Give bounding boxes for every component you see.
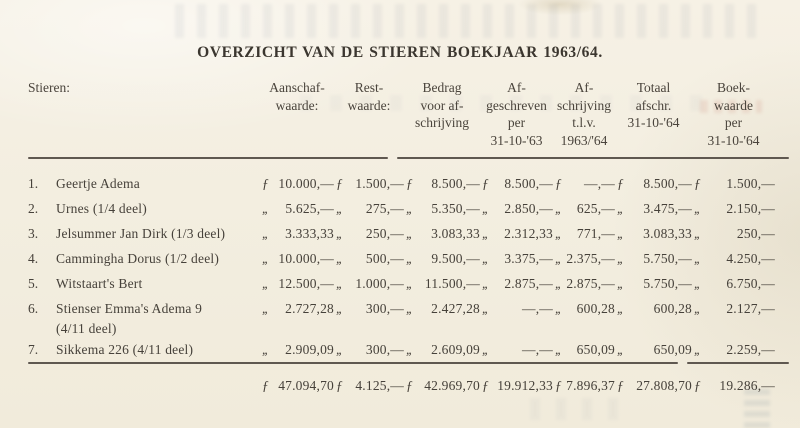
ditto-mark: ,, [555, 301, 560, 316]
row-name: Sikkema 226 (4/11 deel) [56, 342, 194, 357]
amount-afgeschreven [480, 221, 553, 246]
amount-afgeschreven [480, 171, 553, 196]
column-header-aanschafwaarde: Aanschaf- waarde: [269, 80, 325, 113]
totals-row [28, 373, 775, 398]
amount-value: 5.625,— [285, 201, 334, 216]
amount-afgeschreven [480, 271, 553, 296]
amount-totaal-afschr [615, 271, 692, 296]
row-name: Urnes (1/4 deel) [56, 201, 147, 216]
amount-value: 4.250,— [726, 251, 775, 266]
amount-value: 625,— [576, 201, 615, 216]
amount-bedrag-voor-afschrijving [404, 171, 480, 196]
amount-value: 12.500,— [278, 276, 334, 291]
ditto-mark: ,, [262, 226, 267, 241]
table-row [28, 337, 775, 362]
amount-value: 250,— [365, 226, 404, 241]
currency-mark: ƒ [482, 176, 488, 191]
total-afgeschreven [480, 373, 553, 398]
amount-totaal-afschr [615, 221, 692, 246]
ditto-mark: ,, [694, 342, 699, 357]
amount-bedrag-voor-afschrijving [404, 196, 480, 221]
row-label-header: Stieren: [28, 80, 70, 95]
amount-value: 650,09 [653, 342, 692, 357]
currency-mark: ƒ [262, 378, 268, 393]
currency-mark: ƒ [694, 378, 700, 393]
amount-value: 8.500,— [504, 176, 553, 191]
ditto-mark: ,, [694, 276, 699, 291]
amount-aanschafwaarde [260, 296, 334, 337]
table-row [28, 221, 775, 246]
ditto-mark: ,, [482, 226, 487, 241]
row-number: 7. [28, 342, 39, 357]
amount-afgeschreven [480, 196, 553, 221]
amount-value: 2.312,33 [504, 226, 553, 241]
amount-value: 3.083,33 [643, 226, 692, 241]
ditto-mark: ,, [336, 276, 341, 291]
amount-afschrijving [553, 171, 615, 196]
amount-boekwaarde [692, 296, 775, 337]
ditto-mark: ,, [482, 301, 487, 316]
amount-restwaarde [334, 171, 404, 196]
currency-mark: ƒ [694, 176, 700, 191]
amount-boekwaarde [692, 271, 775, 296]
amount-value: 250,— [736, 226, 775, 241]
column-header-restwaarde: Rest- waarde: [347, 80, 391, 113]
table-row [28, 246, 775, 271]
row-name: Stienser Emma's Adema 9 (4/11 deel) [56, 296, 260, 337]
ditto-mark: ,, [555, 226, 560, 241]
amount-value: 9.500,— [431, 251, 480, 266]
ditto-mark: ,, [694, 226, 699, 241]
amount-value: 2.259,— [726, 342, 775, 357]
amount-value: 11.500,— [424, 276, 480, 291]
amount-aanschafwaarde [260, 337, 334, 362]
ditto-mark: ,, [262, 276, 267, 291]
amount-aanschafwaarde [260, 271, 334, 296]
amount-restwaarde [334, 196, 404, 221]
amount-afgeschreven [480, 337, 553, 362]
amount-value: —,— [584, 176, 615, 191]
amount-value: 3.475,— [643, 201, 692, 216]
total-value: 47.094,70 [278, 378, 334, 393]
amount-value: 1.000,— [355, 276, 404, 291]
ditto-mark: ,, [406, 201, 411, 216]
amount-afgeschreven [480, 296, 553, 337]
ditto-mark: ,, [336, 201, 341, 216]
amount-value: 2.909,09 [285, 342, 334, 357]
ditto-mark: ,, [482, 251, 487, 266]
ditto-mark: ,, [555, 251, 560, 266]
ditto-mark: ,, [406, 301, 411, 316]
ditto-mark: ,, [617, 276, 622, 291]
amount-afschrijving [553, 221, 615, 246]
amount-value: 8.500,— [431, 176, 480, 191]
amount-boekwaarde [692, 337, 775, 362]
amount-afschrijving [553, 246, 615, 271]
amount-value: 300,— [365, 301, 404, 316]
page-title: OVERZICHT VAN DE STIEREN BOEKJAAR 1963/64. [197, 44, 603, 61]
currency-mark: ƒ [336, 176, 342, 191]
row-number: 2. [28, 201, 39, 216]
amount-bedrag-voor-afschrijving [404, 246, 480, 271]
ditto-mark: ,, [617, 226, 622, 241]
column-header-afgeschreven-per-31-10-63: Af- geschreven per 31-10-'63 [486, 80, 547, 148]
ditto-mark: ,, [694, 251, 699, 266]
amount-value: 600,28 [576, 301, 615, 316]
amount-restwaarde [334, 221, 404, 246]
ditto-mark: ,, [482, 342, 487, 357]
amount-aanschafwaarde [260, 246, 334, 271]
amount-value: 650,09 [576, 342, 615, 357]
ditto-mark: ,, [262, 201, 267, 216]
amount-boekwaarde [692, 246, 775, 271]
amount-value: 1.500,— [726, 176, 775, 191]
amount-value: 3.375,— [504, 251, 553, 266]
amount-aanschafwaarde [260, 221, 334, 246]
currency-mark: ƒ [336, 378, 342, 393]
ditto-mark: ,, [262, 251, 267, 266]
amount-totaal-afschr [615, 171, 692, 196]
ditto-mark: ,, [336, 251, 341, 266]
amount-afschrijving [553, 271, 615, 296]
total-value: 27.808,70 [636, 378, 692, 393]
row-name-second-line: (4/11 deel) [56, 321, 117, 336]
amount-restwaarde [334, 246, 404, 271]
amount-value: 2.150,— [726, 201, 775, 216]
amount-value: 2.875,— [504, 276, 553, 291]
total-value: 42.969,70 [424, 378, 480, 393]
amount-value: 2.427,28 [431, 301, 480, 316]
ditto-mark: ,, [336, 342, 341, 357]
currency-mark: ƒ [406, 378, 412, 393]
row-number: 1. [28, 176, 39, 191]
bulls-overview-table [28, 79, 791, 398]
amount-value: —,— [522, 301, 553, 316]
ditto-mark: ,, [406, 251, 411, 266]
amount-value: 3.083,33 [431, 226, 480, 241]
ditto-mark: ,, [555, 201, 560, 216]
amount-value: 2.375,— [566, 251, 615, 266]
amount-restwaarde [334, 296, 404, 337]
amount-value: 2.875,— [566, 276, 615, 291]
ditto-mark: ,, [262, 301, 267, 316]
currency-mark: ƒ [555, 176, 561, 191]
total-value: 19.286,— [719, 378, 775, 393]
table-row [28, 171, 775, 196]
amount-afschrijving [553, 337, 615, 362]
amount-value: 300,— [365, 342, 404, 357]
ditto-mark: ,, [336, 301, 341, 316]
total-value: 19.912,33 [497, 378, 553, 393]
row-name: Witstaart's Bert [56, 276, 143, 291]
ditto-mark: ,, [336, 226, 341, 241]
ditto-mark: ,, [262, 342, 267, 357]
amount-value: 2.609,09 [431, 342, 480, 357]
amount-totaal-afschr [615, 246, 692, 271]
total-boekwaarde [692, 373, 775, 398]
amount-boekwaarde [692, 196, 775, 221]
amount-bedrag-voor-afschrijving [404, 337, 480, 362]
amount-afschrijving [553, 296, 615, 337]
currency-mark: ƒ [406, 176, 412, 191]
total-value: 7.896,37 [566, 378, 615, 393]
amount-afschrijving [553, 196, 615, 221]
ditto-mark: ,, [617, 251, 622, 266]
amount-value: 6.750,— [726, 276, 775, 291]
table-row [28, 271, 775, 296]
currency-mark: ƒ [262, 176, 268, 191]
amount-restwaarde [334, 337, 404, 362]
table-body [28, 159, 791, 362]
bleedthrough-smudge-bottom [530, 398, 620, 420]
amount-value: 2.727,28 [285, 301, 334, 316]
currency-mark: ƒ [482, 378, 488, 393]
amount-value: —,— [522, 342, 553, 357]
amount-value: 275,— [365, 201, 404, 216]
amount-aanschafwaarde [260, 196, 334, 221]
table-row [28, 196, 775, 221]
amount-value: 1.500,— [355, 176, 404, 191]
row-name: Cammingha Dorus (1/2 deel) [56, 251, 220, 266]
amount-value: 5.750,— [643, 276, 692, 291]
ditto-mark: ,, [406, 276, 411, 291]
amount-value: 5.750,— [643, 251, 692, 266]
amount-bedrag-voor-afschrijving [404, 221, 480, 246]
total-restwaarde [334, 373, 404, 398]
amount-boekwaarde [692, 171, 775, 196]
row-number: 4. [28, 251, 39, 266]
currency-mark: ƒ [617, 378, 623, 393]
ditto-mark: ,, [617, 342, 622, 357]
amount-value: 3.333,33 [285, 226, 334, 241]
total-aanschafwaarde [260, 373, 334, 398]
column-header-afschrijving-tlv-1963-64: Af- schrijving t.l.v. 1963/'64 [557, 80, 611, 148]
amount-value: 10.000,— [278, 251, 334, 266]
column-header-boekwaarde-per-31-10-64: Boek- waarde per 31-10-'64 [707, 80, 760, 148]
amount-value: 500,— [365, 251, 404, 266]
amount-totaal-afschr [615, 337, 692, 362]
total-totaal-afschr [615, 373, 692, 398]
amount-value: 771,— [576, 226, 615, 241]
amount-totaal-afschr [615, 296, 692, 337]
column-header-totaal-afschr-31-10-64: Totaal afschr. 31-10-'64 [627, 80, 680, 130]
table-header-row [28, 79, 775, 157]
amount-value: 5.350,— [431, 201, 480, 216]
ditto-mark: ,, [406, 226, 411, 241]
amount-bedrag-voor-afschrijving [404, 271, 480, 296]
ditto-mark: ,, [482, 201, 487, 216]
amount-value: 10.000,— [278, 176, 334, 191]
ditto-mark: ,, [555, 342, 560, 357]
ditto-mark: ,, [555, 276, 560, 291]
amount-restwaarde [334, 271, 404, 296]
amount-boekwaarde [692, 221, 775, 246]
ditto-mark: ,, [617, 201, 622, 216]
column-header-bedrag-voor-afschrijving: Bedrag voor af- schrijving [415, 80, 469, 130]
total-bedrag-voor-afschrijving [404, 373, 480, 398]
total-afschrijving [553, 373, 615, 398]
bleedthrough-smudge-top [175, 4, 760, 38]
row-name: Geertje Adema [56, 176, 140, 191]
ditto-mark: ,, [617, 301, 622, 316]
row-number: 3. [28, 226, 39, 241]
totals-divider-rule [28, 362, 791, 364]
amount-value: 2.127,— [726, 301, 775, 316]
amount-afgeschreven [480, 246, 553, 271]
header-divider-rule [28, 157, 791, 159]
amount-value: 8.500,— [643, 176, 692, 191]
table-row [28, 296, 775, 337]
row-number: 5. [28, 276, 39, 291]
ditto-mark: ,, [694, 201, 699, 216]
ditto-mark: ,, [694, 301, 699, 316]
ditto-mark: ,, [406, 342, 411, 357]
amount-value: 600,28 [653, 301, 692, 316]
amount-bedrag-voor-afschrijving [404, 296, 480, 337]
row-number: 6. [28, 301, 39, 316]
amount-value: 2.850,— [504, 201, 553, 216]
amount-aanschafwaarde [260, 171, 334, 196]
amount-totaal-afschr [615, 196, 692, 221]
currency-mark: ƒ [555, 378, 561, 393]
ditto-mark: ,, [482, 276, 487, 291]
currency-mark: ƒ [617, 176, 623, 191]
total-value: 4.125,— [355, 378, 404, 393]
row-name: Jelsummer Jan Dirk (1/3 deel) [56, 226, 226, 241]
